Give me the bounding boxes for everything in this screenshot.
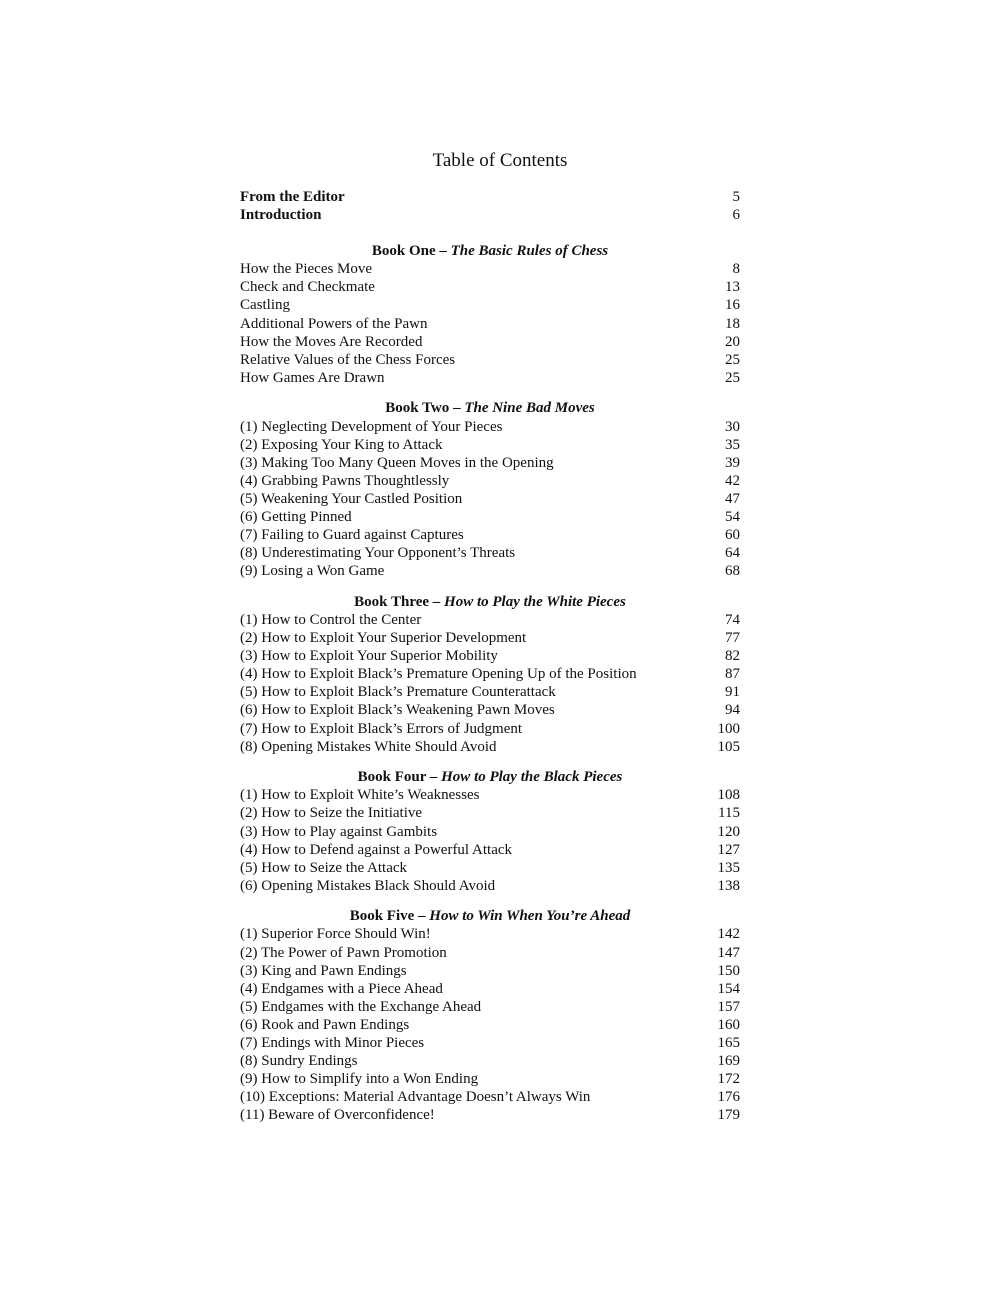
toc-entry-introduction xyxy=(240,206,740,224)
toc-entry xyxy=(240,944,740,962)
book-title: Book Two xyxy=(385,400,450,417)
toc-entry-page: 25 xyxy=(725,369,740,386)
toc-entry-page: 5 xyxy=(732,189,740,205)
toc-entry xyxy=(240,508,740,526)
toc-entry-label: (8) Underestimating Your Opponent’s Threats xyxy=(240,545,516,562)
toc-entry-label: How the Pieces Move xyxy=(240,261,373,278)
toc-entry-page: 13 xyxy=(725,279,740,296)
toc-entry-label: How the Moves Are Recorded xyxy=(240,333,423,350)
toc-entry xyxy=(240,436,740,454)
toc-entry-label: (2) How to Exploit Your Superior Development xyxy=(240,630,527,647)
toc-entry-page: 150 xyxy=(717,962,740,979)
toc-entry-page: 64 xyxy=(725,545,740,562)
toc-entry-page: 138 xyxy=(717,877,740,894)
toc-entry-page: 160 xyxy=(717,1016,740,1033)
toc-entry-label: (8) Opening Mistakes White Should Avoid xyxy=(240,738,497,755)
book-title: Book Three xyxy=(354,593,430,610)
book-five-section xyxy=(240,907,740,1124)
toc-entry-page: 68 xyxy=(725,563,740,580)
book-subtitle: The Nine Bad Moves xyxy=(464,400,595,417)
toc-entry-label: How Games Are Drawn xyxy=(240,369,385,386)
toc-entry xyxy=(240,925,740,943)
toc-entry-page: 154 xyxy=(717,980,740,997)
toc-entry xyxy=(240,472,740,490)
toc-entry-page: 135 xyxy=(717,859,740,876)
toc-entry xyxy=(240,647,740,665)
toc-entry-page: 82 xyxy=(725,648,740,665)
toc-entry-page: 108 xyxy=(717,787,740,804)
toc-entry xyxy=(240,738,740,756)
toc-entry-page: 172 xyxy=(717,1071,740,1088)
toc-entry-page: 18 xyxy=(725,315,740,332)
toc-entry-page: 6 xyxy=(732,207,740,224)
toc-entry-label: Check and Checkmate xyxy=(240,279,375,296)
book-dash: – xyxy=(435,243,451,260)
toc-entry xyxy=(240,629,740,647)
toc-entry xyxy=(240,351,740,369)
book-three-section xyxy=(240,593,740,756)
toc-entry-label: (4) Grabbing Pawns Thoughtlessly xyxy=(240,472,450,489)
toc-entry-label: (9) Losing a Won Game xyxy=(240,563,385,580)
toc-entry xyxy=(240,786,740,804)
toc-entry-label: (10) Exceptions: Material Advantage Doesn’t Always Win xyxy=(240,1089,591,1106)
toc-entry xyxy=(240,1088,740,1106)
toc-entry-label: (2) How to Seize the Initiative xyxy=(240,805,423,822)
book-subtitle: The Basic Rules of Chess xyxy=(450,243,609,260)
toc-entry-label: (1) Superior Force Should Win! xyxy=(240,926,431,943)
toc-entry-label: (3) How to Exploit Your Superior Mobility xyxy=(240,648,498,665)
toc-entry-page: 169 xyxy=(717,1053,740,1070)
toc-entry xyxy=(240,526,740,544)
toc-entry xyxy=(240,544,740,562)
toc-entry-label: (2) The Power of Pawn Promotion xyxy=(240,944,447,961)
toc-entry-label: (5) Endgames with the Exchange Ahead xyxy=(240,998,482,1015)
toc-entry xyxy=(240,683,740,701)
toc-entry xyxy=(240,823,740,841)
toc-entry-page: 94 xyxy=(725,702,740,719)
toc-entry-label: (4) How to Defend against a Powerful Attack xyxy=(240,841,513,858)
toc-entry-label: (3) Making Too Many Queen Moves in the Opening xyxy=(240,454,554,471)
toc-entry xyxy=(240,1016,740,1034)
toc-entry-page: 42 xyxy=(725,472,740,489)
toc-entry-page: 120 xyxy=(717,823,740,840)
toc-entry xyxy=(240,260,740,278)
toc-entry-label: From the Editor xyxy=(240,189,345,205)
toc-entry-page: 105 xyxy=(717,738,740,755)
toc-entry xyxy=(240,1052,740,1070)
book-subtitle: How to Play the White Pieces xyxy=(444,593,626,610)
toc-entry xyxy=(240,490,740,508)
toc-entry xyxy=(240,1070,740,1088)
toc-entry-page: 115 xyxy=(718,805,740,822)
toc-entry-page: 20 xyxy=(725,333,740,350)
toc-entry xyxy=(240,562,740,580)
book-title: Book One xyxy=(371,243,436,260)
toc-entry-label: Additional Powers of the Pawn xyxy=(240,315,428,332)
toc-entry xyxy=(240,296,740,314)
toc-entry-page: 77 xyxy=(725,630,740,647)
toc-entry-label: Castling xyxy=(240,297,291,314)
toc-entry-label: (8) Sundry Endings xyxy=(240,1053,358,1070)
toc-entry xyxy=(240,841,740,859)
toc-entry-page: 142 xyxy=(717,926,740,943)
book-four-section xyxy=(240,768,740,895)
book-subtitle: How to Win When You’re Ahead xyxy=(429,908,631,925)
toc-entry-label: (5) How to Seize the Attack xyxy=(240,859,408,876)
toc-entry-page: 35 xyxy=(725,436,740,453)
toc-entry-page: 39 xyxy=(725,454,740,471)
toc-entry-page: 8 xyxy=(732,261,740,278)
toc-entry-label: (3) King and Pawn Endings xyxy=(240,962,407,979)
toc-entry xyxy=(240,980,740,998)
toc-entry-page: 176 xyxy=(717,1089,740,1106)
toc-entry xyxy=(240,720,740,738)
toc-entry-label: Relative Values of the Chess Forces xyxy=(240,351,456,368)
book-dash: – xyxy=(429,593,445,610)
toc-entry xyxy=(240,369,740,387)
toc-entry-label: (11) Beware of Overconfidence! xyxy=(240,1107,435,1124)
toc-entry-label: (1) Neglecting Development of Your Pieces xyxy=(240,418,503,435)
toc-entry-label: (7) Failing to Guard against Captures xyxy=(240,527,464,544)
toc-entry-label: (1) How to Control the Center xyxy=(240,611,422,628)
toc-entry-page: 91 xyxy=(725,684,740,701)
book-one-section xyxy=(240,242,740,387)
toc-entry-label: (3) How to Play against Gambits xyxy=(240,823,438,840)
book-title: Book Four xyxy=(357,769,427,786)
toc-entry-label: (7) Endings with Minor Pieces xyxy=(240,1035,425,1052)
book-one-heading xyxy=(240,242,740,260)
book-two-heading xyxy=(240,399,740,417)
toc-entry xyxy=(240,1034,740,1052)
toc-entry-page: 16 xyxy=(725,297,740,314)
toc-entry xyxy=(240,665,740,683)
toc-entry-label: (2) Exposing Your King to Attack xyxy=(240,436,443,453)
toc-entry-page: 127 xyxy=(717,841,740,858)
book-five-heading xyxy=(240,907,740,925)
toc-entry-page: 47 xyxy=(725,490,740,507)
toc-entry-page: 60 xyxy=(725,527,740,544)
toc-entry-page: 147 xyxy=(717,944,740,961)
toc-entry xyxy=(240,611,740,629)
toc-entry xyxy=(240,962,740,980)
toc-entry-label: (6) Rook and Pawn Endings xyxy=(240,1016,410,1033)
book-dash: – xyxy=(414,908,430,925)
toc-entry xyxy=(240,877,740,895)
toc-entry-label: (4) Endgames with a Piece Ahead xyxy=(240,980,443,997)
toc-entry-label: (9) How to Simplify into a Won Ending xyxy=(240,1071,479,1088)
toc-entry xyxy=(240,701,740,719)
toc-entry-page: 54 xyxy=(725,509,740,525)
toc-entry-page: 157 xyxy=(717,998,740,1015)
toc-entry-page: 87 xyxy=(725,666,740,683)
table-of-contents xyxy=(240,188,740,1125)
toc-entry-page: 165 xyxy=(717,1035,740,1052)
toc-entry xyxy=(240,998,740,1016)
front-matter xyxy=(240,188,740,224)
toc-entry-label: (7) How to Exploit Black’s Errors of Judgment xyxy=(240,720,523,737)
toc-entry-label: (4) How to Exploit Black’s Premature Opening Up of the Position xyxy=(240,666,637,683)
book-title: Book Five xyxy=(349,908,415,925)
toc-entry xyxy=(240,804,740,822)
book-two-section xyxy=(240,399,740,580)
toc-entry-from-the-editor xyxy=(240,188,740,206)
toc-entry-label: (5) Weakening Your Castled Position xyxy=(240,490,463,507)
toc-entry-page: 179 xyxy=(717,1107,740,1124)
toc-entry-label: (6) How to Exploit Black’s Weakening Pawn Moves xyxy=(240,702,555,719)
toc-entry-label: (6) Getting Pinned xyxy=(240,509,352,525)
toc-entry xyxy=(240,859,740,877)
toc-entry xyxy=(240,278,740,296)
book-subtitle: How to Play the Black Pieces xyxy=(441,769,623,786)
toc-entry-page: 74 xyxy=(725,611,740,628)
page-title: Table of Contents xyxy=(432,150,568,171)
toc-entry-label: Introduction xyxy=(240,207,322,224)
toc-entry xyxy=(240,454,740,472)
toc-entry-label: (1) How to Exploit White’s Weaknesses xyxy=(240,787,480,804)
toc-entry xyxy=(240,333,740,351)
book-three-heading xyxy=(240,593,740,611)
book-dash: – xyxy=(449,400,465,417)
toc-entry xyxy=(240,418,740,436)
toc-entry-page: 100 xyxy=(717,720,740,737)
toc-entry xyxy=(240,1106,740,1124)
book-dash: – xyxy=(426,769,442,786)
book-four-heading xyxy=(240,768,740,786)
toc-entry xyxy=(240,315,740,333)
toc-entry-label: (6) Opening Mistakes Black Should Avoid xyxy=(240,877,496,894)
toc-entry-page: 30 xyxy=(725,418,740,435)
toc-entry-page: 25 xyxy=(725,351,740,368)
toc-entry-label: (5) How to Exploit Black’s Premature Counterattack xyxy=(240,684,556,701)
